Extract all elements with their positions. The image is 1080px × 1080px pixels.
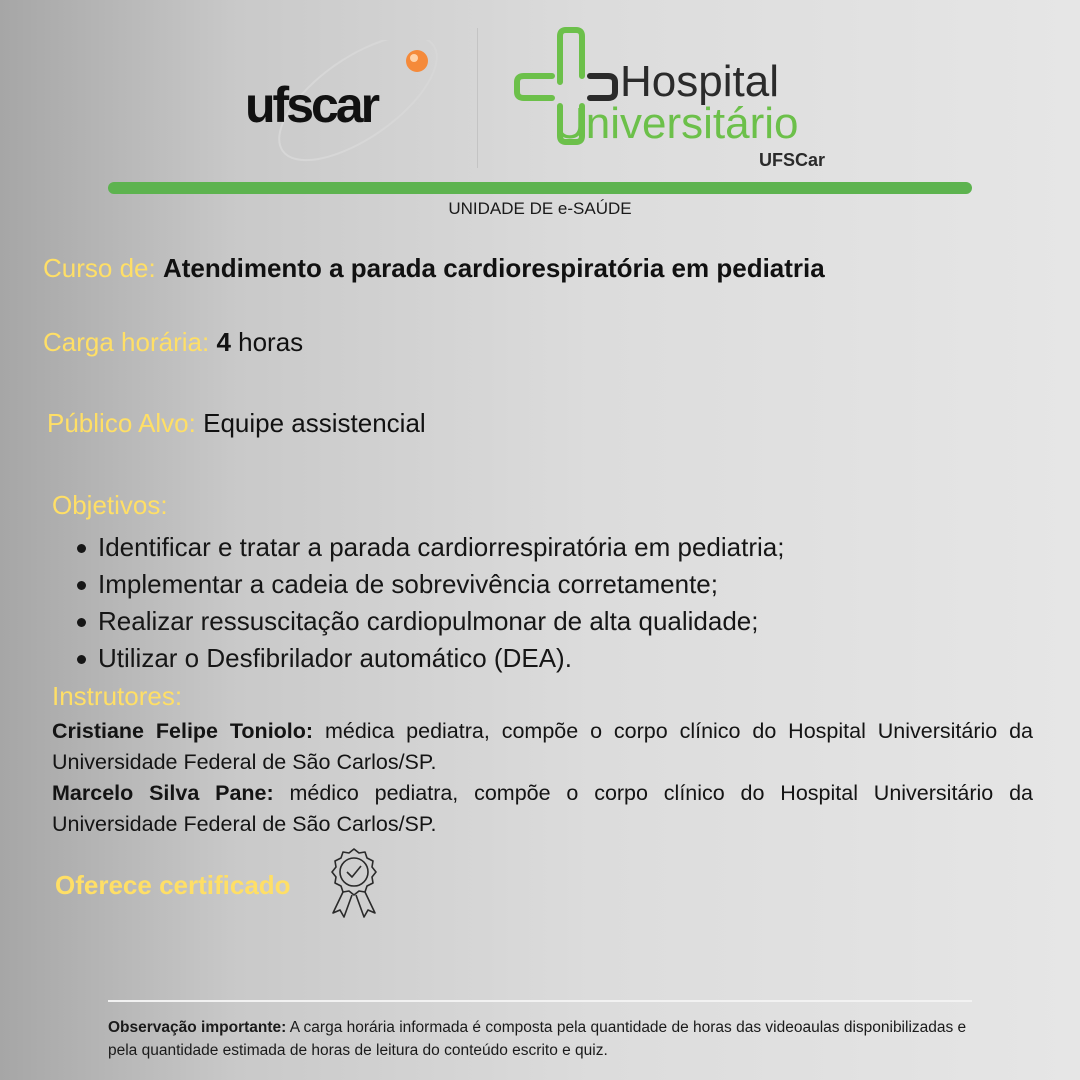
audience-value: Equipe assistencial (203, 408, 426, 438)
objectives-title: Objetivos: (52, 490, 168, 520)
footer-divider (108, 1000, 972, 1002)
note-text: A carga horária informada é composta pela quantidade de horas das videoaulas disponibilizadas e pela quantidade estimada de horas de leitura do conteúdo escrito e quiz. (108, 1019, 967, 1059)
instructor-description: médica pediatra, compõe o corpo clínico do Hospital Universitário da Universidade Federal de São Carlos/SP. (52, 719, 1034, 774)
instructor-entry (52, 716, 1033, 778)
workload-row (43, 327, 303, 358)
svg-text:Universitário: Universitário (554, 99, 799, 148)
audience-label: Público Alvo: (47, 408, 196, 438)
instructor-name: Marcelo Silva Pane: (52, 781, 274, 805)
instructor-entry (52, 778, 1033, 840)
ufscar-logo (240, 40, 445, 170)
instructor-description: médico pediatra, compõe o corpo clínico do Hospital Universitário da Universidade Federal de São Carlos/SP. (52, 781, 1034, 836)
objective-text: Implementar a cadeia de sobrevivência corretamente; (98, 569, 718, 599)
course-title: Atendimento a parada cardiorespiratória em pediatria (162, 253, 825, 283)
workload-unit: horas (238, 327, 304, 357)
objective-text: Identificar e tratar a parada cardiorrespiratória em pediatria; (98, 532, 785, 562)
objectives-list (52, 529, 784, 677)
hospital-universitario-logo (512, 24, 842, 174)
audience-row (47, 408, 426, 439)
bullet-icon (77, 618, 86, 627)
unit-label: UNIDADE DE e-SAÚDE (448, 199, 632, 218)
bullet-icon (77, 581, 86, 590)
note-label: Observação importante: (108, 1019, 287, 1036)
bullet-icon (77, 544, 86, 553)
instructor-name: Cristiane Felipe Toniolo: (52, 719, 314, 743)
svg-text:ufscar: ufscar (245, 77, 378, 133)
objective-text: Utilizar o Desfibrilador automático (DEA). (98, 643, 572, 673)
svg-text:Hospital: Hospital (620, 57, 779, 106)
course-row (43, 253, 825, 284)
certificate-label: Oferece certificado (55, 870, 291, 900)
objective-item (52, 529, 784, 566)
svg-text:UFSCar: UFSCar (759, 150, 826, 170)
header-green-bar (108, 182, 972, 194)
objective-item (52, 640, 784, 677)
important-note (108, 1016, 988, 1062)
instructors-title: Instrutores: (52, 681, 183, 711)
award-ribbon-icon (327, 847, 381, 919)
objective-item (52, 603, 784, 640)
objective-text: Realizar ressuscitação cardiopulmonar de alta qualidade; (98, 606, 759, 636)
logo-divider (477, 28, 478, 168)
workload-label: Carga horária: (43, 327, 210, 357)
bullet-icon (77, 655, 86, 664)
objective-item (52, 566, 784, 603)
course-label: Curso de: (43, 253, 156, 283)
workload-number: 4 (216, 327, 231, 357)
